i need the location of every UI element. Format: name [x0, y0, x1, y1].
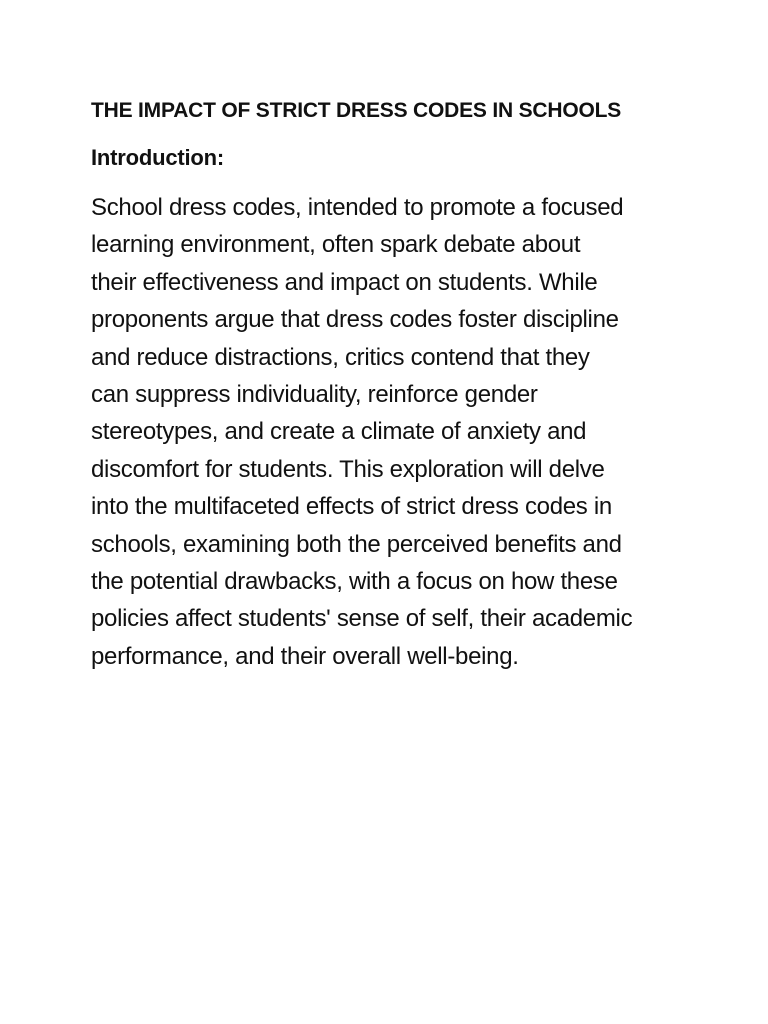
paragraph-line: can suppress individuality, reinforce gender	[91, 381, 538, 409]
introduction-paragraph	[91, 189, 691, 675]
paragraph-line: and reduce distractions, critics contend that they	[91, 343, 590, 371]
paragraph-line: the potential drawbacks, with a focus on how these	[91, 568, 618, 596]
document-title: THE IMPACT OF STRICT DRESS CODES IN SCHOOLS	[91, 99, 622, 122]
paragraph-line: into the multifaceted effects of strict dress codes in	[91, 493, 612, 521]
paragraph-line: policies affect students' sense of self, their academic	[91, 605, 633, 633]
paragraph-line: their effectiveness and impact on students. While	[91, 268, 598, 296]
paragraph-line: School dress codes, intended to promote a focused	[91, 194, 624, 221]
paragraph-line: learning environment, often spark debate about	[91, 231, 581, 259]
paragraph-line: stereotypes, and create a climate of anxiety and	[91, 418, 587, 446]
section-heading: Introduction:	[91, 145, 225, 170]
paragraph-line: performance, and their overall well-being.	[91, 642, 519, 670]
paragraph-line: discomfort for students. This exploration will delve	[91, 455, 605, 483]
paragraph-line: schools, examining both the perceived benefits and	[91, 530, 622, 558]
paragraph-line: proponents argue that dress codes foster discipline	[91, 306, 619, 334]
document-content	[91, 96, 691, 675]
